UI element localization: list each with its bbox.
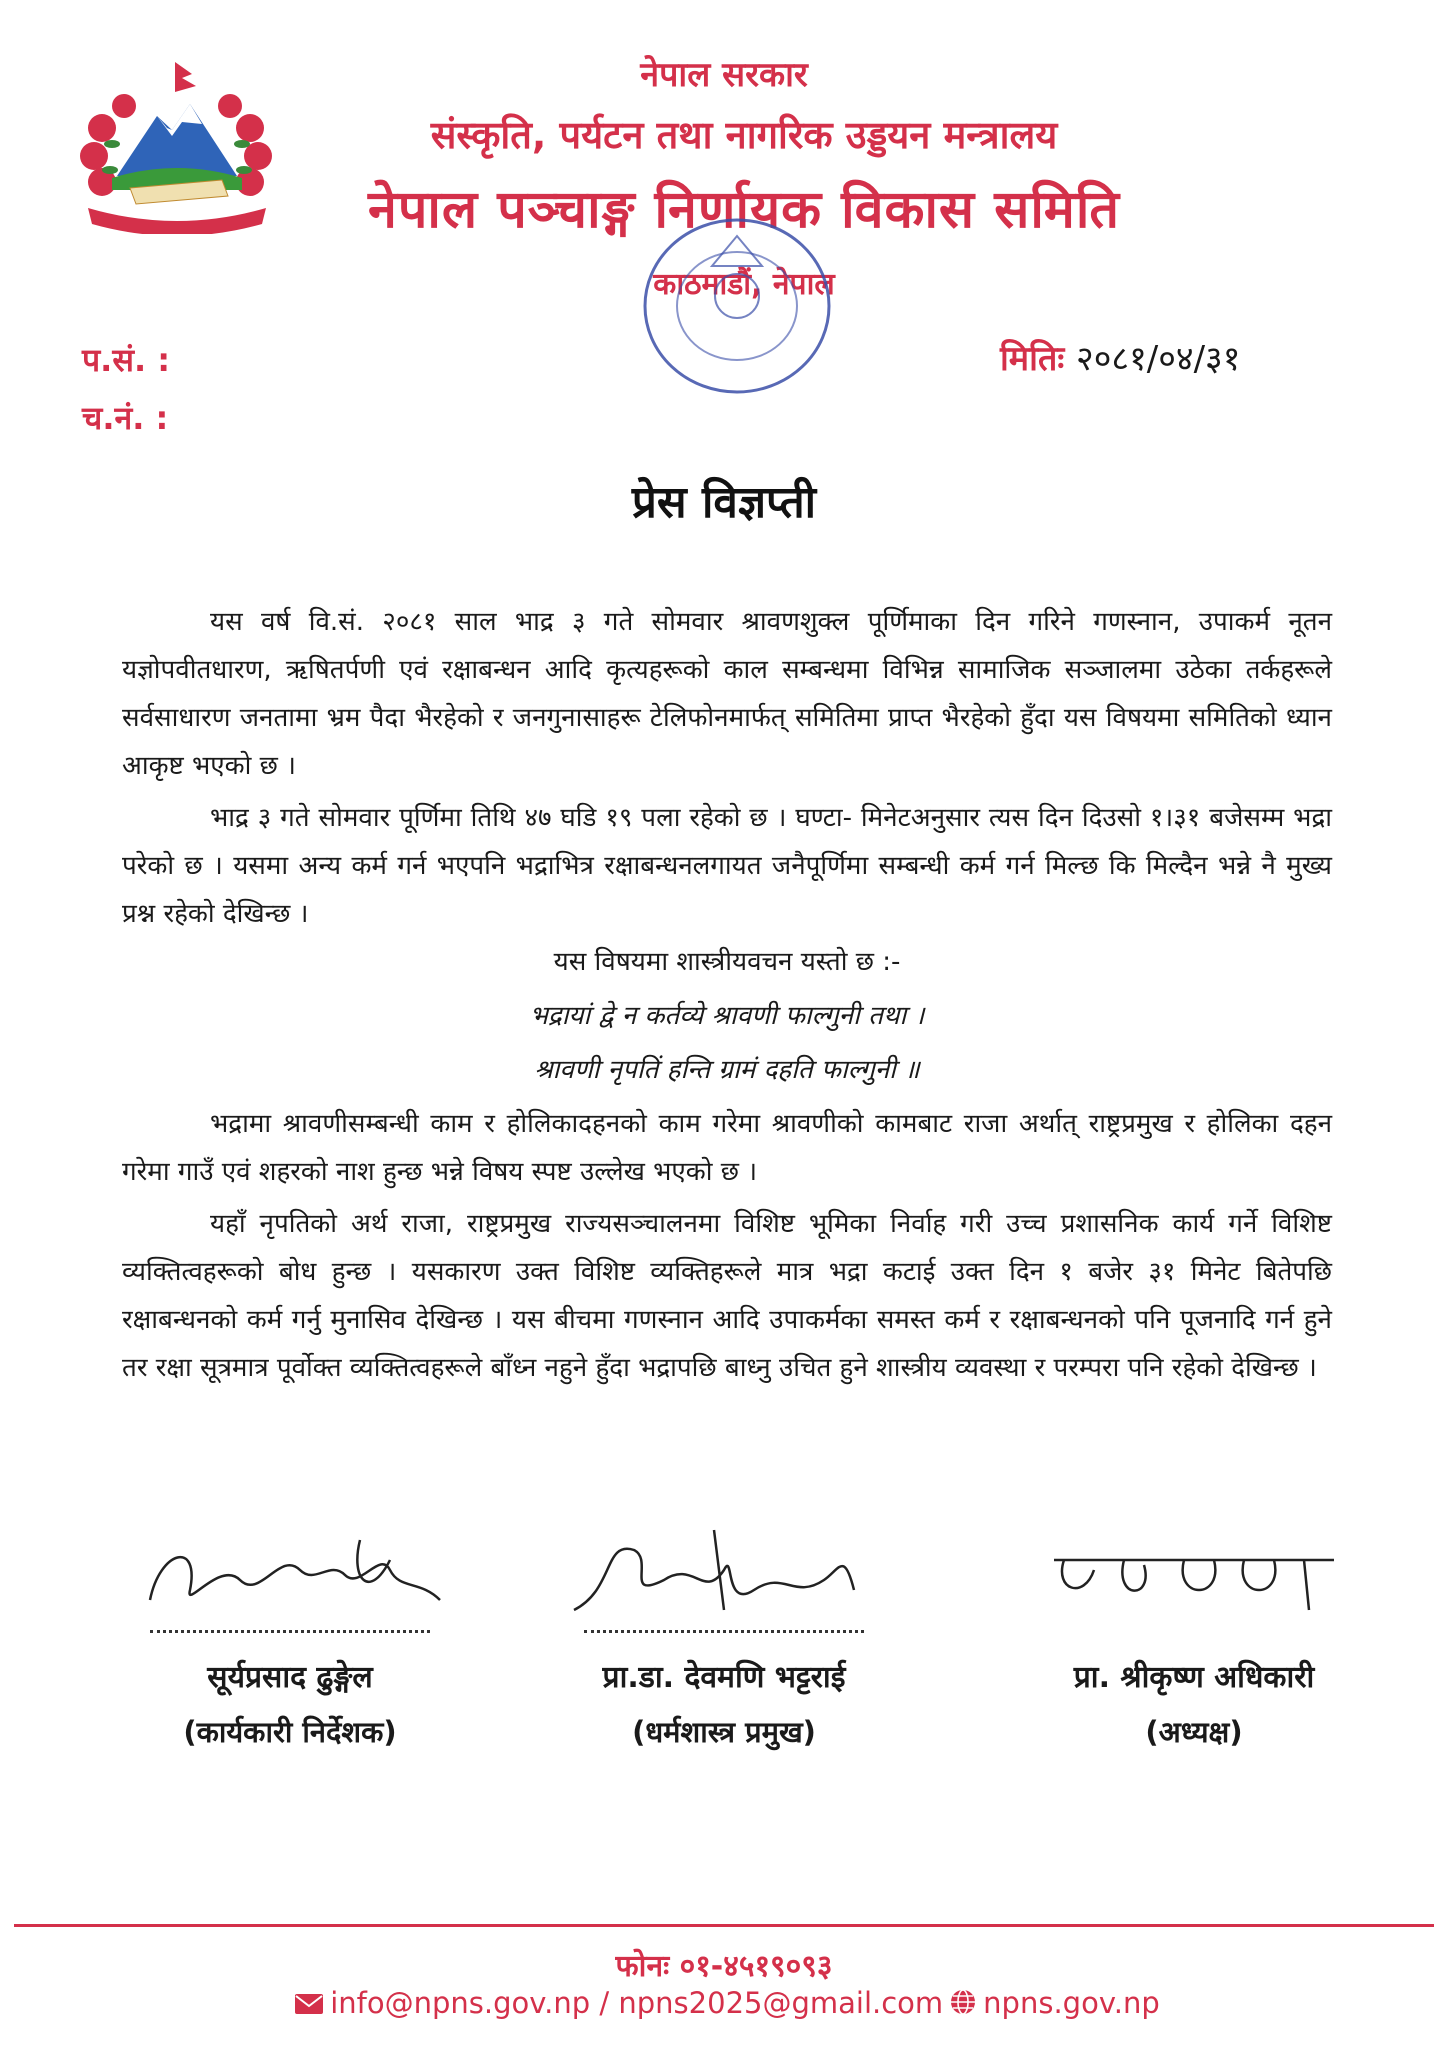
government-heading: नेपाल सरकार [640, 55, 808, 95]
paragraph-3: भद्रामा श्रावणीसम्बन्धी काम र होलिकादहनको काम गरेमा श्रावणीको कामबाट राजा अर्थात् राष्ट्रप्रमुख र होलिका दहन गरेमा गाउँ एवं शहरको नाश हुन्छ भन्ने विषय स्पष्ट उल्लेख भएको छ । [122, 1109, 1332, 1187]
committee-heading: नेपाल पञ्चाङ्ग निर्णायक विकास समिति [367, 180, 1121, 240]
globe-icon [949, 1988, 977, 2023]
date-label: मितिः [1000, 339, 1065, 379]
reference-number-label: प.सं. : [82, 341, 171, 379]
signatory-3-role: (अध्यक्ष) [1145, 1715, 1243, 1749]
official-seal [612, 196, 862, 416]
document-body [122, 598, 1332, 1392]
signature-3-icon [1034, 1520, 1354, 1630]
paragraph-1: यस वर्ष वि.सं. २०८१ साल भाद्र ३ गते सोमवार श्रावणशुक्ल पूर्णिमाका दिन गरिने गणस्नान, उपाकर्म नूतन यज्ञोपवीतधारण, ऋषितर्पणी एवं रक्षाबन्धन आदि कृत्यहरूको काल सम्बन्धमा विभिन्न सामाजिक सञ्जालमा उठेका तर्कहरूले सर्वसाधारण जनतामा भ्रम पैदा भैरहेको र जनगुनासाहरू टेलिफोनमार्फत् समितिमा प्राप्त भैरहेको हुँदा यस विषयमा समितिको ध्यान आकृष्ट भएको छ । [122, 607, 1332, 781]
verse-line-1: भद्रायां द्वे न कर्तव्ये श्रावणी फाल्गुनी तथा । [529, 1001, 925, 1031]
signatory-1-role: (कार्यकारी निर्देशक) [183, 1715, 397, 1749]
footer-phone: फोनः ०१-४५१९०९३ [615, 1949, 833, 1984]
date-value: २०८१/०४/३१ [1076, 339, 1241, 379]
signatory-2-name: प्रा.डा. देवमणि भट्टराई [602, 1660, 846, 1695]
location-heading: काठमाडौं, नेपाल [653, 267, 835, 302]
paragraph-4: यहाँ नृपतिको अर्थ राजा, राष्ट्रप्रमुख राज्यसञ्चालनमा विशिष्ट भूमिका निर्वाह गरी उच्च प्रशासनिक कार्य गर्ने विशिष्ट व्यक्तित्वहरूको बोध हुन्छ । यसकारण उक्त विशिष्ट व्यक्तिहरूले मात्र भद्रा कटाई उक्त दिन १ बजेर ३१ मिनेट बितेपछि रक्षाबन्धनको कर्म गर्नु मुनासिव देखिन्छ । यस बीचमा गणस्नान आदि उपाकर्मका समस्त कर्म र रक्षाबन्धनको पनि पूजनादि गर्न हुने तर रक्षा सूत्रमात्र पूर्वोक्त व्यक्तित्वहरूले बाँध्न नहुने हुँदा भद्रापछि बाध्नु उचित हुने शास्त्रीय व्यवस्था र परम्परा पनि रहेको देखिन्छ । [122, 1209, 1332, 1383]
signature-2-icon [554, 1520, 894, 1630]
footer-contact [0, 1986, 1448, 2023]
footer-website[interactable]: npns.gov.np [983, 1986, 1160, 2020]
envelope-icon [294, 1988, 324, 2022]
signatory-3-name: प्रा. श्रीकृष्ण अधिकारी [1073, 1660, 1315, 1695]
document-title: प्रेस विज्ञप्ती [631, 477, 817, 528]
signatory-1-name: सूर्यप्रसाद ढुङ्गेल [207, 1660, 373, 1695]
dispatch-number-label: च.नं. : [82, 399, 169, 437]
ministry-heading: संस्कृति, पर्यटन तथा नागरिक उड्डयन मन्त्रालय [430, 113, 1058, 157]
signatory-1 [110, 1520, 470, 1751]
signatory-2-role: (धर्मशास्त्र प्रमुख) [632, 1715, 816, 1749]
date-field [1000, 334, 1240, 380]
signature-1-icon [130, 1520, 450, 1630]
signatory-3 [1014, 1520, 1374, 1751]
footer-emails[interactable]: info@npns.gov.np / npns2025@gmail.com [330, 1986, 944, 2020]
footer-divider [14, 1924, 1434, 1927]
scripture-intro: यस विषयमा शास्त्रीयवचन यस्तो छ :- [553, 947, 901, 977]
signatory-2 [544, 1520, 904, 1751]
paragraph-2: भाद्र ३ गते सोमवार पूर्णिमा तिथि ४७ घडि १९ पला रहेको छ । घण्टा- मिनेटअनुसार त्यस दिन दिउसो १।३१ बजेसम्म भद्रा परेको छ । यसमा अन्य कर्म गर्न भएपनि भद्राभित्र रक्षाबन्धनलगायत जनैपूर्णिमा सम्बन्धी कर्म गर्न मिल्छ कि मिल्दैन भन्ने नै मुख्य प्रश्न रहेको देखिन्छ । [122, 803, 1332, 929]
verse-line-2: श्रावणी नृपतिं हन्ति ग्रामं दहति फाल्गुनी ॥ [534, 1055, 920, 1085]
